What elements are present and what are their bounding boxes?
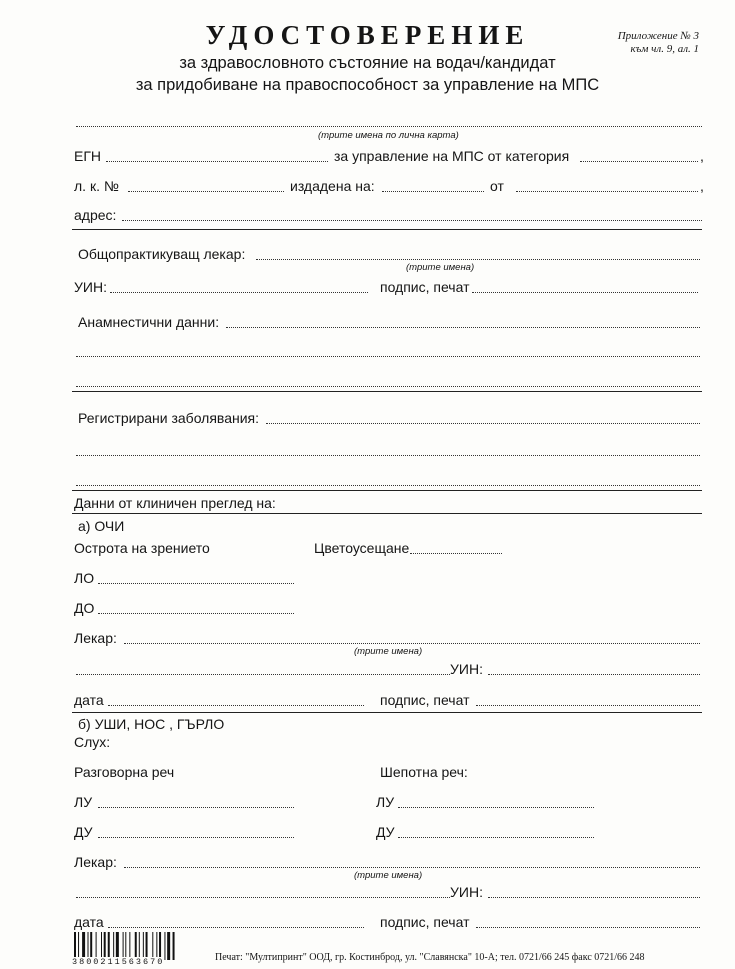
diseases-field-2[interactable] [76,455,700,456]
divider [72,513,702,514]
gp-signature-label: подпис, печат [380,279,470,295]
ent-uin-field[interactable] [488,897,700,898]
eyes-uin-label: УИН: [450,661,483,677]
egn-field[interactable] [106,161,328,162]
eyes-heading: а) ОЧИ [78,518,125,534]
color-label: Цветоусещане [314,540,410,556]
ent-signature-label: подпис, печат [380,914,470,930]
address-field[interactable] [122,220,702,221]
issued-on-field[interactable] [382,191,484,192]
whisper-du-field[interactable] [398,837,594,838]
eyes-signature-label: подпис, печат [380,692,470,708]
gp-name-field[interactable] [256,259,700,260]
speech-lu-label: ЛУ [74,794,93,810]
whisper-lu-label: ЛУ [376,794,395,810]
ent-uin-label: УИН: [450,884,483,900]
do-label: ДО [74,600,95,616]
ent-doctor-field[interactable] [124,867,700,868]
note-eyes-names: (трите имена) [354,646,423,657]
printer-info: Печат: "Мултипринт" ООД, гр. Костинброд, ул. "Славянска" 10-А; тел. 0721/66 245 факс 0721/66 248 [215,952,645,963]
note-ent-names: (трите имена) [354,870,423,881]
annex-number: Приложение № 3 [617,30,699,42]
anamnesis-field-2[interactable] [76,356,700,357]
ent-date-field[interactable] [108,927,364,928]
eyes-signature-field[interactable] [476,705,700,706]
ent-extra-field[interactable] [76,897,450,898]
eyes-doctor-field[interactable] [124,643,700,644]
issued-from-field[interactable] [516,191,698,192]
divider [72,712,702,713]
gp-label: Общопрактикуващ лекар: [78,246,246,262]
color-field[interactable] [410,553,502,554]
issued-from-label: от [490,178,504,194]
id-card-label: л. к. № [74,178,119,194]
category-comma: , [700,148,704,164]
document-title: УДОСТОВЕРЕНИЕ [205,20,530,50]
subtitle-line-2: за придобиване на правоспособност за управление на МПС [135,76,600,94]
address-label: адрес: [74,207,117,223]
id-card-field[interactable] [128,191,284,192]
ent-heading: б) УШИ, НОС , ГЪРЛО [78,716,225,732]
speech-du-field[interactable] [98,837,294,838]
divider [72,391,702,392]
clinical-label: Данни от клиничен преглед на: [74,495,276,511]
lo-field[interactable] [98,583,294,584]
eyes-uin-field[interactable] [488,674,700,675]
anamnesis-label: Анамнестични данни: [78,314,220,330]
egn-label: ЕГН [74,148,102,164]
category-label: за управление на МПС от категория [334,148,570,164]
divider [72,490,702,491]
whisper-lu-field[interactable] [398,807,594,808]
do-field[interactable] [98,613,294,614]
annex-article: към чл. 9, ал. 1 [630,43,699,55]
eyes-extra-field[interactable] [76,674,450,675]
hearing-label: Слух: [74,734,111,750]
whisper-label: Шепотна реч: [380,764,468,780]
issued-on-label: издадена на: [290,178,375,194]
gp-uin-field[interactable] [110,292,368,293]
category-field[interactable] [580,161,698,162]
ent-doctor-label: Лекар: [74,854,117,870]
eyes-date-field[interactable] [108,705,364,706]
barcode-number: 3800211563670 [72,957,165,967]
eyes-date-label: дата [74,692,104,708]
issued-comma: , [700,178,704,194]
lo-label: ЛО [74,570,95,586]
speech-du-label: ДУ [74,824,93,840]
speech-lu-field[interactable] [98,807,294,808]
diseases-label: Регистрирани заболявания: [78,410,260,426]
subtitle-line-1: за здравословното състояние на водач/кандидат [179,54,556,72]
anamnesis-field-3[interactable] [76,386,700,387]
full-name-field[interactable] [76,126,702,127]
anamnesis-field-1[interactable] [226,327,700,328]
eyes-doctor-label: Лекар: [74,630,117,646]
note-gp-names: (трите имена) [406,262,475,273]
gp-uin-label: УИН: [74,279,107,295]
note-names-id: (трите имена по лична карта) [318,130,459,141]
divider [72,229,702,230]
ent-date-label: дата [74,914,104,930]
speech-label: Разговорна реч [74,764,175,780]
diseases-field-1[interactable] [266,423,700,424]
acuity-label: Острота на зрението [74,540,210,556]
ent-signature-field[interactable] [476,927,700,928]
diseases-field-3[interactable] [76,485,700,486]
whisper-du-label: ДУ [376,824,395,840]
gp-signature-field[interactable] [472,292,698,293]
